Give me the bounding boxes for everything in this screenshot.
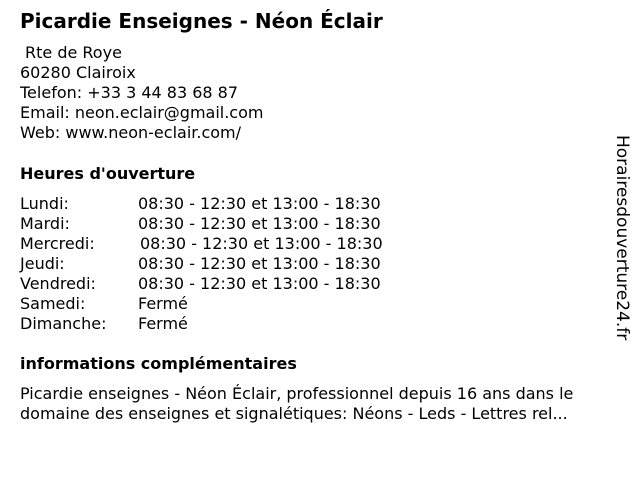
day-label: Mardi: xyxy=(20,214,70,233)
business-description xyxy=(20,384,624,424)
hours-row-friday xyxy=(20,274,383,294)
opening-hours-heading: Heures d'ouverture xyxy=(20,164,196,183)
hours-value: 08:30 - 12:30 et 13:00 - 18:30 xyxy=(138,194,381,213)
additional-info-heading: informations complémentaires xyxy=(20,354,297,373)
day-label: Vendredi: xyxy=(20,274,96,293)
hours-value: 08:30 - 12:30 et 13:00 - 18:30 xyxy=(138,274,381,293)
day-label: Mercredi: xyxy=(20,234,95,253)
hours-row-saturday xyxy=(20,294,383,314)
address-street: Rte de Roye xyxy=(25,43,122,62)
contact-block xyxy=(20,43,263,143)
day-label: Dimanche: xyxy=(20,314,107,333)
email-address: Email: neon.eclair@gmail.com xyxy=(20,103,264,122)
hours-row-wednesday xyxy=(20,234,383,254)
hours-row-thursday xyxy=(20,254,383,274)
day-label: Jeudi: xyxy=(20,254,65,273)
phone-number: Telefon: +33 3 44 83 68 87 xyxy=(20,83,239,102)
day-label: Lundi: xyxy=(20,194,69,213)
hours-value: 08:30 - 12:30 et 13:00 - 18:30 xyxy=(138,214,381,233)
business-title: Picardie Enseignes - Néon Éclair xyxy=(20,9,383,33)
hours-value: Fermé xyxy=(138,314,188,333)
day-label: Samedi: xyxy=(20,294,86,313)
address-city: 60280 Clairoix xyxy=(20,63,136,82)
opening-hours-table xyxy=(20,194,383,334)
description-line: Picardie enseignes - Néon Éclair, professionnel depuis 16 ans dans le xyxy=(20,384,574,403)
hours-row-sunday xyxy=(20,314,383,334)
hours-value: 08:30 - 12:30 et 13:00 - 18:30 xyxy=(140,234,383,253)
hours-value: 08:30 - 12:30 et 13:00 - 18:30 xyxy=(138,254,381,273)
description-line: domaine des enseignes et signalétiques: Néons - Leds - Lettres rel... xyxy=(20,404,568,423)
hours-value: Fermé xyxy=(138,294,188,313)
website-link: Web: www.neon-eclair.com/ xyxy=(20,123,242,142)
hours-row-tuesday xyxy=(20,214,383,234)
hours-row-monday xyxy=(20,194,383,214)
site-watermark: Horairesdouverture24.fr xyxy=(612,135,632,341)
